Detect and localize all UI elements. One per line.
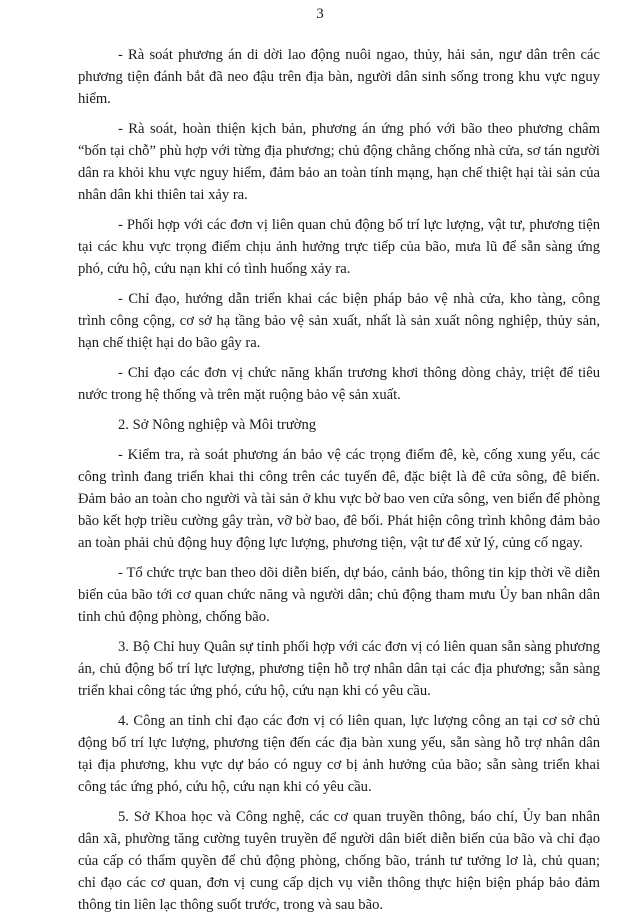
paragraph-military-command: 3. Bộ Chỉ huy Quân sự tỉnh phối hợp với các đơn vị có liên quan sẵn sàng phương án, chủ động bố trí lực lượng, phương tiện hỗ trợ nhân dân tại các địa phương; sẵn sàng triển khai công tác ứng phó, cứu hộ, cứu nạn khi có yêu cầu.: [78, 639, 600, 699]
paragraph-protect-infrastructure: - Chỉ đạo, hướng dẫn triển khai các biện pháp bảo vệ nhà cửa, kho tàng, công trình công cộng, cơ sở hạ tầng bảo vệ sản xuất, nhất là sản xuất nông nghiệp, thủy sản, hạn chế thiệt hại do bão gây ra.: [78, 291, 600, 351]
paragraph-science-technology-media: 5. Sở Khoa học và Công nghệ, các cơ quan truyền thông, báo chí, Ủy ban nhân dân xã, phường tăng cường tuyên truyền để người dân biết diễn biến của bão và chỉ đạo của cấp có thẩm quyền để chủ động phòng, chống bão, tránh tư tưởng lơ là, chủ quan; chỉ đạo các cơ quan, đơn vị cung cấp dịch vụ viễn thông thực hiện biện pháp bảo đảm thông tin liên lạc thông suốt trước, trong và sau bão.: [78, 809, 600, 913]
paragraph-coordinate-forces: - Phối hợp với các đơn vị liên quan chủ động bố trí lực lượng, vật tư, phương tiện tại các khu vực trọng điểm chịu ảnh hưởng trực tiếp của bão, mưa lũ để sẵn sàng ứng phó, cứu hộ, cứu nạn khi có tình huống xảy ra.: [78, 217, 600, 277]
paragraph-dike-inspection: - Kiểm tra, rà soát phương án bảo vệ các trọng điểm đê, kè, cống xung yếu, các công trình đang triển khai thi công trên các tuyến đê, đặc biệt là đê cửa sông, đê biển. Đảm bảo an toàn cho người và tài sản ở khu vực bờ bao ven cửa sông, ven biển để phòng bão kết hợp triều cường gây tràn, vỡ bờ bao, đê bối. Phát hiện công trình không đảm bảo an toàn phải chủ động huy động lực lượng, phương tiện, vật tư để xử lý, củng cố ngay.: [78, 447, 600, 551]
paragraph-provincial-police: 4. Công an tỉnh chỉ đạo các đơn vị có liên quan, lực lượng công an tại cơ sở chủ động bố trí lực lượng, phương tiện đến các địa bàn xung yếu, sẵn sàng hỗ trợ nhân dân tại địa phương, khu vực dự báo có nguy cơ bị ảnh hưởng của bão; sẵn sàng triển khai công tác ứng phó, cứu hộ, cứu nạn khi có yêu cầu.: [78, 713, 600, 795]
section-heading-agriculture-environment: 2. Sở Nông nghiệp và Môi trường: [118, 417, 317, 433]
page-number: 3: [316, 6, 324, 22]
paragraph-drainage: - Chỉ đạo các đơn vị chức năng khẩn trương khơi thông dòng chảy, triệt để tiêu nước trong hệ thống và trên mặt ruộng bảo vệ sản xuất.: [78, 365, 600, 403]
paragraph-response-plan: - Rà soát, hoàn thiện kịch bản, phương án ứng phó với bão theo phương châm “bốn tại chỗ” phù hợp với từng địa phương; chủ động chằng chống nhà cửa, sơ tán người dân ra khỏi khu vực nguy hiểm, đảm bảo an toàn tính mạng, hạn chế thiệt hại tài sản của nhân dân khi thiên tai xảy ra.: [78, 121, 600, 203]
paragraph-evacuation-aquaculture: - Rà soát phương án di dời lao động nuôi ngao, thủy, hải sản, ngư dân trên các phương tiện đánh bắt đã neo đậu trên địa bàn, người dân sinh sống trong khu vực nguy hiểm.: [78, 47, 600, 107]
paragraph-monitoring-duty: - Tổ chức trực ban theo dõi diễn biến, dự báo, cảnh báo, thông tin kịp thời về diễn biến của bão tới cơ quan chức năng và người dân; chủ động tham mưu Ủy ban nhân dân tỉnh chủ động phòng, chống bão.: [78, 565, 600, 625]
document-body: [78, 44, 600, 924]
